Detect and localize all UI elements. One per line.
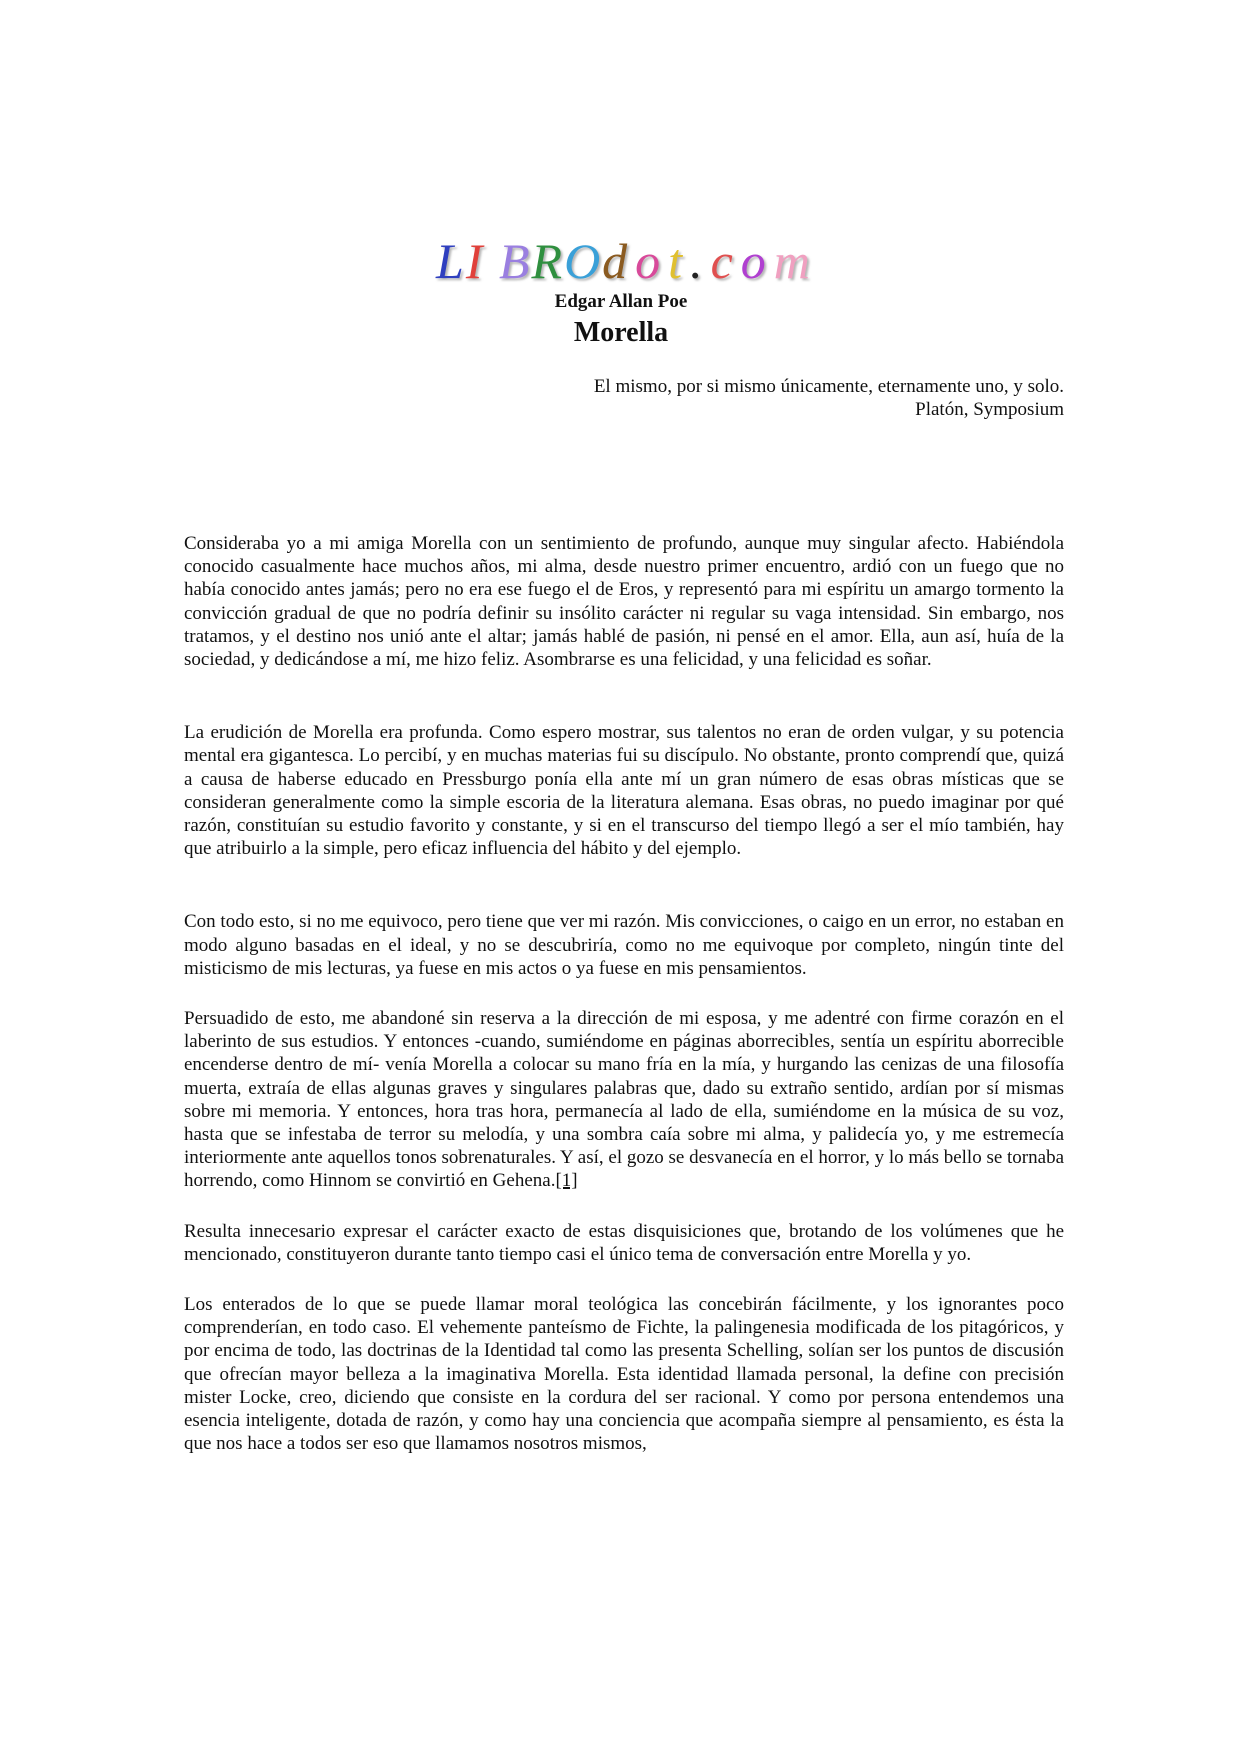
logo-letter: t — [668, 233, 691, 289]
logo-letter: o — [635, 233, 669, 289]
logo-letter: . — [690, 233, 711, 289]
logo-letter: d — [602, 233, 636, 289]
logo-letter: o — [740, 233, 774, 289]
logo-letter: m — [773, 233, 818, 289]
logo-letter: c — [710, 233, 741, 289]
author-name: Edgar Allan Poe — [554, 291, 688, 312]
logo-letter — [484, 232, 499, 290]
story-title: Morella — [573, 317, 669, 348]
epigraph-quote: El mismo, por si mismo únicamente, eternamente uno, y solo. — [593, 376, 1064, 397]
paragraph-3: Con todo esto, si no me equivoco, pero tiene que ver mi razón. Mis convicciones, o caigo en un error, no estaban en modo alguno basadas en el ideal, y no se descubriría, como no me equivoque por completo, ningún tinte del misticismo de mis lecturas, ya fuese en mis actos o ya fuese en mis pensamientos. — [184, 911, 1064, 979]
paragraph-1: Consideraba yo a mi amiga Morella con un sentimiento de profundo, aunque muy singular afecto. Habiéndola conocido casualmente hace muchos años, mi alma, desde nuestro primer encuentro, ardió con un fuego que no había conocido antes jamás; pero no era ese fuego el de Eros, y representó para mi espíritu un amargo tormento la convicción gradual de que no podría definir su insólito carácter ni regular su vaga intensidad. Sin embargo, nos tratamos, y el destino nos unió ante el altar; jamás hablé de pasión, ni pensé en el amor. Ella, aun así, huía de la sociedad, y dedicándose a mí, me hizo feliz. Asombrarse es una felicidad, y una felicidad es soñar. — [184, 533, 1064, 671]
paragraph-4-text: Persuadido de esto, me abandoné sin reserva a la dirección de mi esposa, y me adentré con firme corazón en el laberinto de sus estudios. Y entonces -cuando, sumiéndome en páginas aborrecibles, sentía un espíritu aborrecible encenderse dentro de mí- venía Morella a colocar su mano fría en la mía, y hurgando las cenizas de una filosofía muerta, extraía de ellas algunas graves y singulares palabras que, dado su extraño sentido, ardían por sí mismas sobre mi memoria. Y entonces, hora tras hora, permanecía al lado de ella, sumiéndome en la música de su voz, hasta que se infestaba de terror su melodía, y una sombra caía sobre mi alma, y palidecía yo, y me estremecía interiormente ante aquellos tonos sobrenaturales. Y así, el gozo se desvanecía en el horror, y lo más bello se tornaba horrendo, como Hinnom se convirtió en Gehena. — [184, 1008, 1064, 1192]
logo-letter: L — [436, 233, 466, 289]
paragraph-4 — [184, 1007, 1064, 1193]
epigraph-source: Platón, Symposium — [915, 399, 1064, 420]
story-body — [184, 532, 1064, 1456]
logo-letter: B — [498, 233, 532, 289]
logo-letter: R — [531, 233, 565, 289]
epigraph — [424, 375, 1064, 421]
logo-letter: I — [465, 233, 485, 289]
librodot-logo — [436, 232, 816, 290]
paragraph-5: Resulta innecesario expresar el carácter exacto de estas disquisiciones que, brotando de los volúmenes que he mencionado, constituyeron durante tanto tiempo casi el único tema de conversación entre Morella y yo. — [184, 1220, 1064, 1265]
footnote-link[interactable]: [1] — [555, 1170, 578, 1192]
paragraph-6: Los enterados de lo que se puede llamar moral teológica las concebirán fácilmente, y los ignorantes poco comprenderían, en todo caso. El vehemente panteísmo de Fichte, la palingenesia modificada de los pitagóricos, y por encima de todo, las doctrinas de la Identidad tal como las presenta Schelling, solían ser los puntos de discusión que ofrecían mayor belleza a la imaginativa Morella. Esta identidad llamada personal, la define con precisión mister Locke, creo, diciendo que consiste en la cordura del ser racional. Y como por persona entendemos una esencia inteligente, dotada de razón, y como hay una conciencia que acompaña siempre al pensamiento, es ésta la que nos hace a todos ser eso que llamamos nosotros mismos, — [184, 1294, 1064, 1455]
logo-letter: O — [564, 233, 603, 289]
paragraph-2: La erudición de Morella era profunda. Como espero mostrar, sus talentos no eran de orden vulgar, y su potencia mental era gigantesca. Lo percibí, y en muchas materias fui su discípulo. No obstante, pronto comprendí que, quizá a causa de haberse educado en Pressburgo ponía ella ante mí un gran número de esas obras místicas que se consideran generalmente como la simple escoria de la literatura alemana. Esas obras, no puedo imaginar por qué razón, constituían su estudio favorito y constante, y si en el transcurso del tiempo llegó a ser el mío también, hay que atribuirlo a la simple, pero eficaz influencia del hábito y del ejemplo. — [184, 722, 1064, 860]
